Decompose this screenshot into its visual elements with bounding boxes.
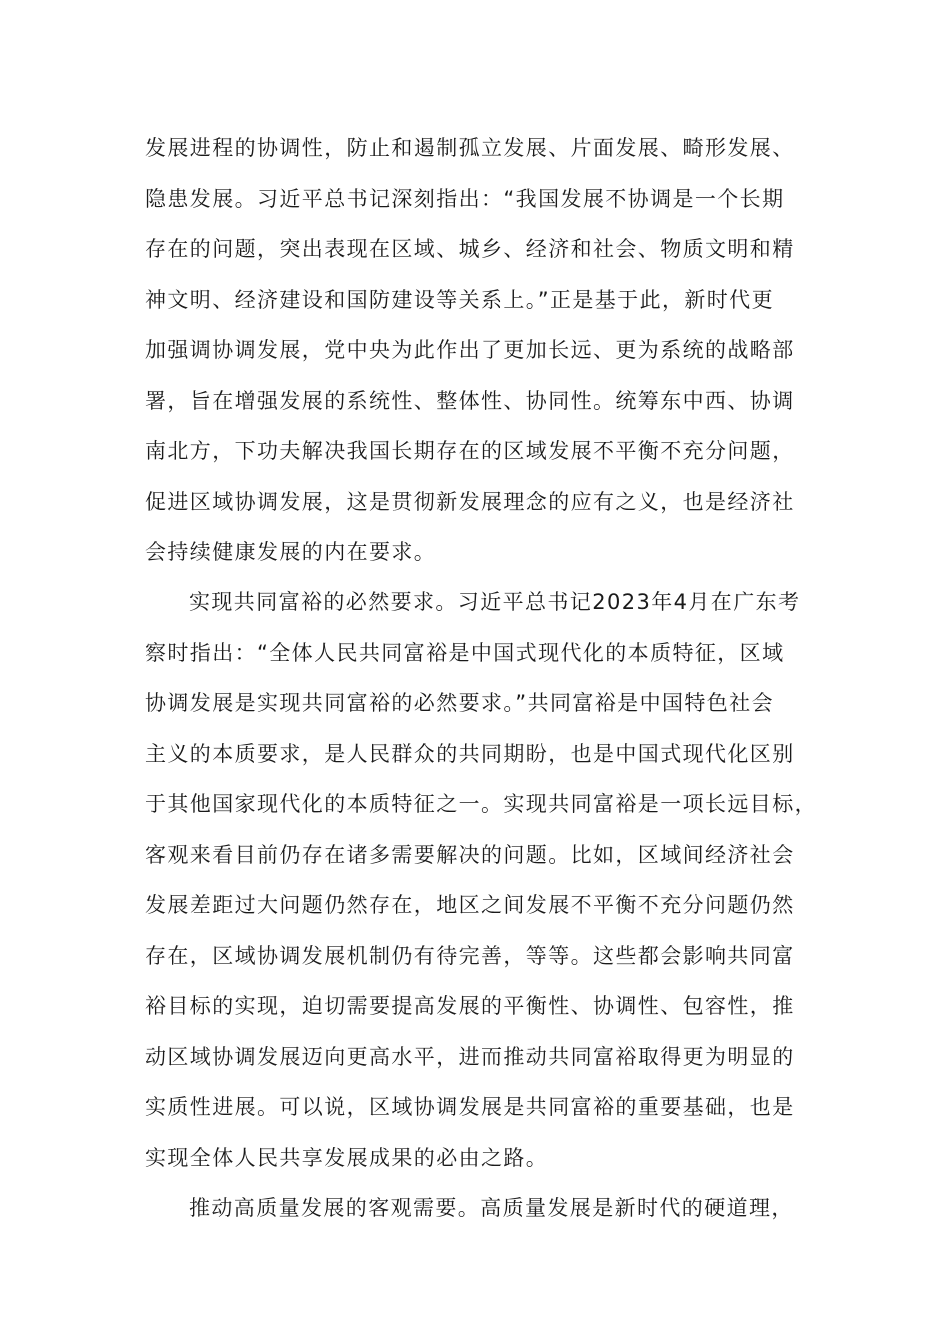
text-line: 实现全体人民共享发展成果的必由之路。 — [145, 1146, 549, 1170]
text-line: 实质性进展。可以说，区域协调发展是共同富裕的重要基础，也是 — [145, 1095, 795, 1119]
text-line: 会持续健康发展的内在要求。 — [145, 540, 437, 564]
text-line: 存在的问题，突出表现在区域、城乡、经济和社会、物质文明和精 — [145, 237, 795, 261]
text-line: 署，旨在增强发展的系统性、整体性、协同性。统筹东中西、协调 — [145, 389, 795, 413]
text-line: 存在，区域协调发展机制仍有待完善，等等。这些都会影响共同富 — [145, 944, 795, 968]
paragraph-first-line: 推动高质量发展的客观需要。高质量发展是新时代的硬道理， — [189, 1196, 794, 1220]
text-line: 察时指出：“全体人民共同富裕是中国式现代化的本质特征，区域 — [145, 641, 785, 665]
text-line: 裕目标的实现，迫切需要提高发展的平衡性、协调性、包容性，推 — [145, 994, 795, 1018]
text-line: 神文明、经济建设和国防建设等关系上。”正是基于此，新时代更 — [145, 288, 774, 312]
text-line: 发展差距过大问题仍然存在，地区之间发展不平衡不充分问题仍然 — [145, 893, 795, 917]
text-line: 客观来看目前仍存在诸多需要解决的问题。比如，区域间经济社会 — [145, 843, 795, 867]
text-line: 隐患发展。习近平总书记深刻指出：“我国发展不协调是一个长期 — [145, 187, 785, 211]
text-line: 促进区域协调发展，这是贯彻新发展理念的应有之义，也是经济社 — [145, 490, 795, 514]
text-line: 于其他国家现代化的本质特征之一。实现共同富裕是一项长远目标， — [145, 792, 817, 816]
text-line: 南北方，下功夫解决我国长期存在的区域发展不平衡不充分问题， — [145, 439, 795, 463]
text-line: 发展进程的协调性，防止和遏制孤立发展、片面发展、畸形发展、 — [145, 136, 795, 160]
text-line: 加强调协调发展，党中央为此作出了更加长远、更为系统的战略部 — [145, 338, 795, 362]
paragraph-first-line: 实现共同富裕的必然要求。习近平总书记2023年4月在广东考 — [189, 590, 801, 614]
text-line: 协调发展是实现共同富裕的必然要求。”共同富裕是中国特色社会 — [145, 691, 774, 715]
text-line: 动区域协调发展迈向更高水平，进而推动共同富裕取得更为明显的 — [145, 1045, 795, 1069]
text-line: 主义的本质要求，是人民群众的共同期盼，也是中国式现代化区别 — [145, 742, 795, 766]
